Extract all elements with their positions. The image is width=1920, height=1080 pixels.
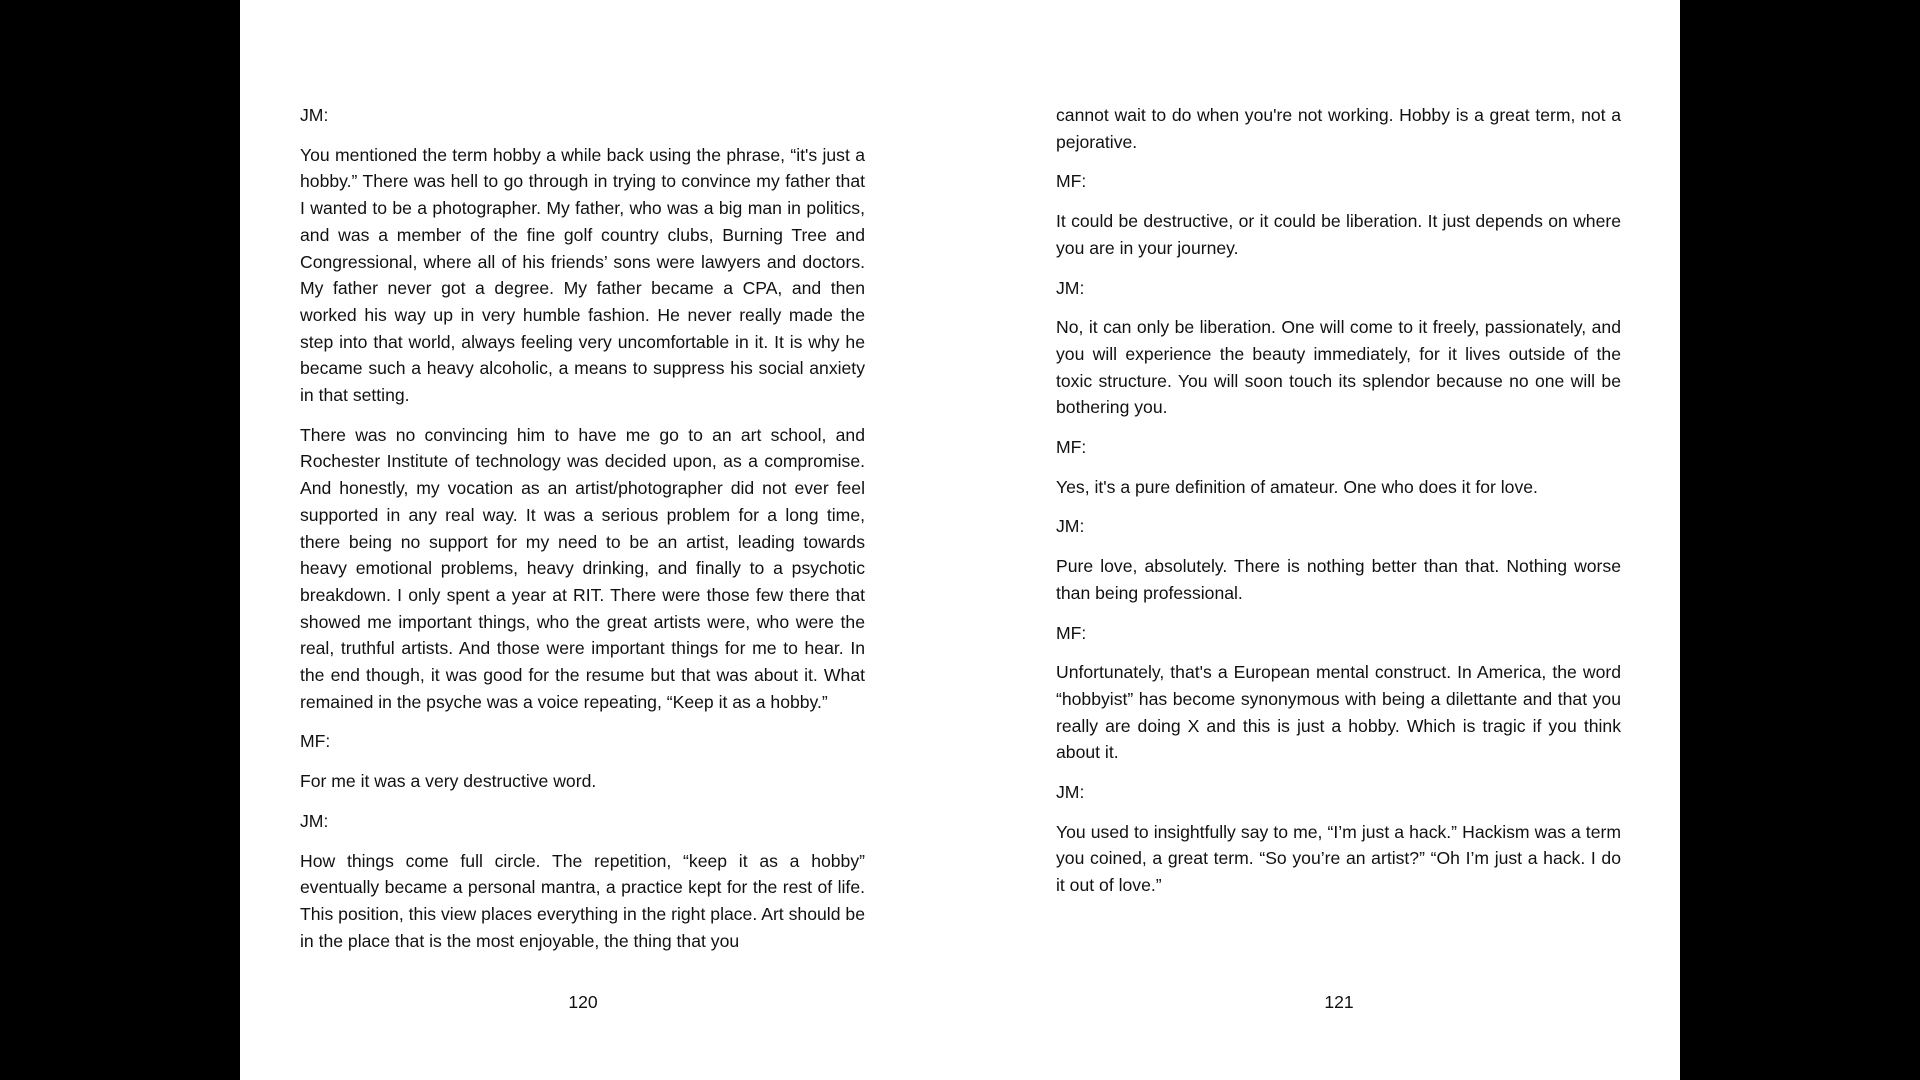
paragraph: Pure love, absolutely. There is nothing better than that. Nothing worse than being professional.	[1056, 556, 1621, 603]
paragraph: It could be destructive, or it could be liberation. It just depends on where you are in your journey.	[1056, 211, 1621, 258]
paragraph: How things come full circle. The repetition, “keep it as a hobby” eventually became a personal mantra, a practice kept for the rest of life. This position, this view places everything in the right place. Art should be in the place that is the most enjoyable, the thing that you	[300, 850, 865, 951]
right-page	[1056, 102, 1621, 1022]
speaker-label: JM:	[1056, 516, 1085, 537]
speaker-label: JM:	[1056, 277, 1085, 298]
speaker-label: MF:	[1056, 622, 1087, 643]
speaker-label: MF:	[300, 731, 331, 752]
paragraph: You mentioned the term hobby a while back using the phrase, “it's just a hobby.” There was hell to go through in trying to convince my father that I wanted to be a photographer. My father, who was a big man in politics, and was a member of the fine golf country clubs, Burning Tree and Congressional, where all of his friends’ sons were lawyers and doctors. My father never got a degree. My father became a CPA, and then worked his way up in very humble fashion. He never really made the step into that world, always feeling very uncomfortable in it. It is why he became such a heavy alcoholic, a means to suppress his social anxiety in that setting.	[300, 144, 865, 406]
speaker-label: MF:	[1056, 437, 1087, 458]
left-page-number: 120	[568, 992, 598, 1012]
paragraph: No, it can only be liberation. One will come to it freely, passionately, and you will experience the beauty immediately, for it lives outside of the toxic structure. You will soon touch its splendor because no one will be bothering you.	[1056, 317, 1621, 418]
speaker-label: JM:	[300, 810, 329, 831]
book-spread	[240, 0, 1680, 1080]
paragraph: Yes, it's a pure definition of amateur. One who does it for love.	[1056, 476, 1538, 497]
paragraph: Unfortunately, that's a European mental construct. In America, the word “hobbyist” has become synonymous with being a dilettante and that you really are doing X and this is just a hobby. Which is tragic if you think about it.	[1056, 662, 1621, 763]
speaker-label: MF:	[1056, 171, 1087, 192]
paragraph: You used to insightfully say to me, “I’m just a hack.” Hackism was a term you coined, a great term. “So you’re an artist?” “Oh I’m just a hack. I do it out of love.”	[1056, 821, 1621, 896]
speaker-label: JM:	[1056, 782, 1085, 803]
right-page-number: 121	[1324, 992, 1354, 1012]
speaker-label: JM:	[300, 105, 329, 125]
paragraph: There was no convincing him to have me go to an art school, and Rochester Institute of technology was decided upon, as a compromise. And honestly, my vocation as an artist/photographer did not ever feel supported in any real way. It was a serious problem for a long time, there being no support for my need to be an artist, leading towards heavy emotional problems, heavy drinking, and finally to a psychotic breakdown. I only spent a year at RIT. There were those few there that showed me important things, who the great artists were, who were the real, truthful artists. And those were important things for me to hear. In the end though, it was good for the resume but that was about it. What remained in the psyche was a voice repeating, “Keep it as a hobby.”	[300, 424, 865, 712]
left-page	[300, 102, 865, 1022]
paragraph: cannot wait to do when you're not working. Hobby is a great term, not a pejorative.	[1056, 105, 1621, 152]
paragraph: For me it was a very destructive word.	[300, 771, 597, 792]
